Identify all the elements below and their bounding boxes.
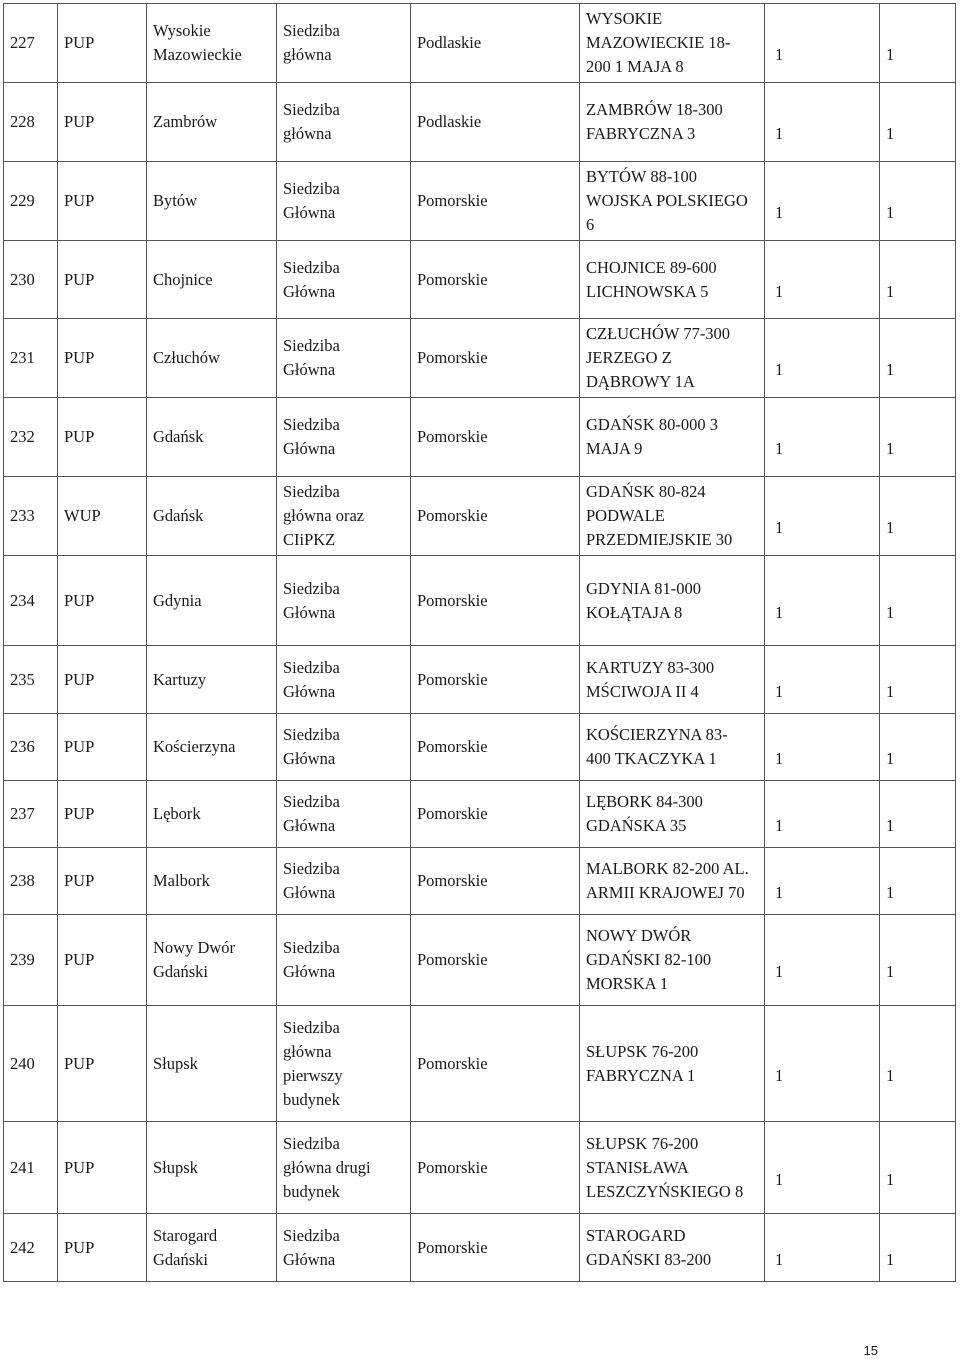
cell-count-a bbox=[765, 398, 880, 477]
cell-count-b-value: 1 bbox=[886, 281, 895, 301]
cell-count-b bbox=[880, 848, 956, 915]
cell-number: 236 bbox=[4, 714, 58, 781]
cell-number: 233 bbox=[4, 477, 58, 556]
cell-count-b bbox=[880, 319, 956, 398]
cell-count-b-value: 1 bbox=[886, 816, 895, 835]
table-row bbox=[4, 398, 956, 477]
table-row bbox=[4, 1214, 956, 1282]
cell-site: Siedziba Główna bbox=[277, 556, 411, 646]
cell-number: 231 bbox=[4, 319, 58, 398]
table-row bbox=[4, 714, 956, 781]
cell-number: 240 bbox=[4, 1006, 58, 1122]
cell-count-b-value: 1 bbox=[886, 203, 895, 222]
cell-count-b bbox=[880, 83, 956, 162]
cell-count-a bbox=[765, 781, 880, 848]
cell-office-type: PUP bbox=[58, 241, 147, 319]
cell-region: Podlaskie bbox=[411, 83, 580, 162]
cell-count-a bbox=[765, 646, 880, 714]
cell-region: Pomorskie bbox=[411, 714, 580, 781]
cell-address: GDYNIA 81-000 KOŁĄTAJA 8 bbox=[580, 556, 765, 646]
cell-count-b bbox=[880, 646, 956, 714]
cell-count-a bbox=[765, 162, 880, 241]
cell-address: MALBORK 82-200 AL. ARMII KRAJOWEJ 70 bbox=[580, 848, 765, 915]
cell-count-a-value: 1 bbox=[775, 962, 784, 981]
cell-address: SŁUPSK 76-200 STANISŁAWA LESZCZYŃSKIEGO 8 bbox=[580, 1122, 765, 1214]
cell-office-type: PUP bbox=[58, 162, 147, 241]
cell-count-b bbox=[880, 915, 956, 1006]
cell-count-b-value: 1 bbox=[886, 45, 895, 64]
cell-office-type: PUP bbox=[58, 4, 147, 83]
cell-count-b-value: 1 bbox=[886, 360, 895, 379]
cell-count-b-value: 1 bbox=[886, 962, 895, 981]
offices-table-body bbox=[4, 4, 956, 1282]
cell-count-b-value: 1 bbox=[886, 1169, 895, 1189]
cell-number: 235 bbox=[4, 646, 58, 714]
cell-site: Siedziba Główna bbox=[277, 781, 411, 848]
cell-count-b-value: 1 bbox=[886, 883, 895, 902]
cell-city: Bytów bbox=[147, 162, 277, 241]
cell-city: Gdynia bbox=[147, 556, 277, 646]
cell-count-b-value: 1 bbox=[886, 1065, 895, 1085]
cell-site: Siedziba Główna bbox=[277, 646, 411, 714]
cell-region: Pomorskie bbox=[411, 646, 580, 714]
cell-region: Pomorskie bbox=[411, 319, 580, 398]
cell-count-b bbox=[880, 781, 956, 848]
cell-site: Siedziba Główna bbox=[277, 241, 411, 319]
cell-count-a bbox=[765, 556, 880, 646]
cell-number: 227 bbox=[4, 4, 58, 83]
cell-count-a-value: 1 bbox=[775, 203, 784, 222]
table-row bbox=[4, 241, 956, 319]
cell-number: 229 bbox=[4, 162, 58, 241]
cell-count-a bbox=[765, 1006, 880, 1122]
cell-office-type: PUP bbox=[58, 1214, 147, 1282]
cell-number: 237 bbox=[4, 781, 58, 848]
cell-city: Kościerzyna bbox=[147, 714, 277, 781]
cell-number: 232 bbox=[4, 398, 58, 477]
cell-region: Pomorskie bbox=[411, 398, 580, 477]
cell-city: Słupsk bbox=[147, 1122, 277, 1214]
cell-count-a bbox=[765, 1214, 880, 1282]
cell-count-a-value: 1 bbox=[775, 816, 784, 835]
cell-site: Siedziba główna bbox=[277, 4, 411, 83]
cell-count-b bbox=[880, 398, 956, 477]
cell-address: KARTUZY 83-300 MŚCIWOJA II 4 bbox=[580, 646, 765, 714]
table-row bbox=[4, 1122, 956, 1214]
cell-count-b bbox=[880, 556, 956, 646]
cell-count-b-value: 1 bbox=[886, 518, 895, 537]
cell-count-a bbox=[765, 83, 880, 162]
cell-count-b bbox=[880, 241, 956, 319]
table-row bbox=[4, 915, 956, 1006]
cell-count-a-value: 1 bbox=[775, 883, 784, 902]
cell-city: Kartuzy bbox=[147, 646, 277, 714]
cell-region: Podlaskie bbox=[411, 4, 580, 83]
cell-city: Słupsk bbox=[147, 1006, 277, 1122]
cell-count-b-value: 1 bbox=[886, 1249, 895, 1269]
table-row bbox=[4, 4, 956, 83]
cell-city: Chojnice bbox=[147, 241, 277, 319]
cell-region: Pomorskie bbox=[411, 477, 580, 556]
cell-count-b bbox=[880, 1214, 956, 1282]
cell-number: 228 bbox=[4, 83, 58, 162]
cell-count-b bbox=[880, 162, 956, 241]
cell-count-b bbox=[880, 714, 956, 781]
table-row bbox=[4, 162, 956, 241]
cell-region: Pomorskie bbox=[411, 1214, 580, 1282]
cell-number: 239 bbox=[4, 915, 58, 1006]
cell-address: KOŚCIERZYNA 83- 400 TKACZYKA 1 bbox=[580, 714, 765, 781]
cell-city: Malbork bbox=[147, 848, 277, 915]
cell-region: Pomorskie bbox=[411, 556, 580, 646]
cell-count-a bbox=[765, 241, 880, 319]
cell-count-a bbox=[765, 915, 880, 1006]
cell-site: Siedziba Główna bbox=[277, 1214, 411, 1282]
cell-number: 241 bbox=[4, 1122, 58, 1214]
cell-site: Siedziba Główna bbox=[277, 162, 411, 241]
cell-office-type: PUP bbox=[58, 398, 147, 477]
page-number: 15 bbox=[863, 1343, 878, 1358]
cell-count-a bbox=[765, 714, 880, 781]
cell-count-a-value: 1 bbox=[775, 1065, 784, 1085]
cell-count-a-value: 1 bbox=[775, 518, 784, 537]
cell-count-b-value: 1 bbox=[886, 124, 895, 143]
cell-city: Wysokie Mazowieckie bbox=[147, 4, 277, 83]
cell-site: Siedziba Główna bbox=[277, 398, 411, 477]
cell-address: CHOJNICE 89-600 LICHNOWSKA 5 bbox=[580, 241, 765, 319]
cell-site: Siedziba Główna bbox=[277, 319, 411, 398]
cell-city: Zambrów bbox=[147, 83, 277, 162]
table-row bbox=[4, 646, 956, 714]
cell-count-b-value: 1 bbox=[886, 439, 895, 458]
cell-region: Pomorskie bbox=[411, 241, 580, 319]
cell-region: Pomorskie bbox=[411, 1006, 580, 1122]
table-row bbox=[4, 83, 956, 162]
cell-count-a bbox=[765, 1122, 880, 1214]
cell-site: Siedziba Główna bbox=[277, 915, 411, 1006]
table-row bbox=[4, 319, 956, 398]
cell-number: 230 bbox=[4, 241, 58, 319]
cell-office-type: PUP bbox=[58, 646, 147, 714]
cell-count-a-value: 1 bbox=[775, 1169, 784, 1189]
cell-office-type: PUP bbox=[58, 1006, 147, 1122]
cell-city: Starogard Gdański bbox=[147, 1214, 277, 1282]
cell-address: ZAMBRÓW 18-300 FABRYCZNA 3 bbox=[580, 83, 765, 162]
cell-address: GDAŃSK 80-000 3 MAJA 9 bbox=[580, 398, 765, 477]
cell-address: STAROGARD GDAŃSKI 83-200 bbox=[580, 1214, 765, 1282]
cell-address: SŁUPSK 76-200 FABRYCZNA 1 bbox=[580, 1006, 765, 1122]
offices-table bbox=[3, 3, 956, 1282]
cell-city: Nowy Dwór Gdański bbox=[147, 915, 277, 1006]
cell-office-type: PUP bbox=[58, 848, 147, 915]
cell-address: BYTÓW 88-100 WOJSKA POLSKIEGO 6 bbox=[580, 162, 765, 241]
cell-count-a-value: 1 bbox=[775, 360, 784, 379]
cell-region: Pomorskie bbox=[411, 848, 580, 915]
cell-city: Gdańsk bbox=[147, 477, 277, 556]
cell-number: 242 bbox=[4, 1214, 58, 1282]
cell-count-a bbox=[765, 848, 880, 915]
cell-address: WYSOKIE MAZOWIECKIE 18- 200 1 MAJA 8 bbox=[580, 4, 765, 83]
cell-address: GDAŃSK 80-824 PODWALE PRZEDMIEJSKIE 30 bbox=[580, 477, 765, 556]
cell-count-a-value: 1 bbox=[775, 281, 784, 301]
table-row bbox=[4, 556, 956, 646]
cell-office-type: PUP bbox=[58, 83, 147, 162]
cell-count-a bbox=[765, 477, 880, 556]
cell-address: NOWY DWÓR GDAŃSKI 82-100 MORSKA 1 bbox=[580, 915, 765, 1006]
cell-count-b-value: 1 bbox=[886, 749, 895, 768]
cell-count-a-value: 1 bbox=[775, 439, 784, 458]
cell-site: Siedziba główna bbox=[277, 83, 411, 162]
cell-count-b-value: 1 bbox=[886, 681, 895, 701]
table-row bbox=[4, 848, 956, 915]
cell-count-a-value: 1 bbox=[775, 681, 784, 701]
cell-site: Siedziba główna drugi budynek bbox=[277, 1122, 411, 1214]
cell-address: LĘBORK 84-300 GDAŃSKA 35 bbox=[580, 781, 765, 848]
table-row bbox=[4, 781, 956, 848]
cell-site: Siedziba główna oraz CIiPKZ bbox=[277, 477, 411, 556]
cell-count-a bbox=[765, 4, 880, 83]
cell-office-type: PUP bbox=[58, 714, 147, 781]
cell-city: Gdańsk bbox=[147, 398, 277, 477]
cell-region: Pomorskie bbox=[411, 915, 580, 1006]
cell-number: 234 bbox=[4, 556, 58, 646]
cell-office-type: PUP bbox=[58, 556, 147, 646]
cell-region: Pomorskie bbox=[411, 1122, 580, 1214]
cell-count-a-value: 1 bbox=[775, 1249, 784, 1269]
cell-count-a-value: 1 bbox=[775, 45, 784, 64]
cell-region: Pomorskie bbox=[411, 162, 580, 241]
cell-site: Siedziba Główna bbox=[277, 848, 411, 915]
cell-count-b-value: 1 bbox=[886, 602, 895, 622]
cell-count-b bbox=[880, 1006, 956, 1122]
cell-city: Człuchów bbox=[147, 319, 277, 398]
cell-city: Lębork bbox=[147, 781, 277, 848]
cell-office-type: PUP bbox=[58, 319, 147, 398]
cell-region: Pomorskie bbox=[411, 781, 580, 848]
cell-site: Siedziba Główna bbox=[277, 714, 411, 781]
cell-count-a-value: 1 bbox=[775, 602, 784, 622]
cell-office-type: PUP bbox=[58, 781, 147, 848]
cell-count-a bbox=[765, 319, 880, 398]
table-row bbox=[4, 477, 956, 556]
cell-count-a-value: 1 bbox=[775, 124, 784, 143]
cell-number: 238 bbox=[4, 848, 58, 915]
cell-office-type: PUP bbox=[58, 915, 147, 1006]
cell-count-b bbox=[880, 1122, 956, 1214]
cell-site: Siedziba główna pierwszy budynek bbox=[277, 1006, 411, 1122]
cell-address: CZŁUCHÓW 77-300 JERZEGO Z DĄBROWY 1A bbox=[580, 319, 765, 398]
cell-count-b bbox=[880, 4, 956, 83]
cell-office-type: WUP bbox=[58, 477, 147, 556]
cell-office-type: PUP bbox=[58, 1122, 147, 1214]
cell-count-a-value: 1 bbox=[775, 749, 784, 768]
cell-count-b bbox=[880, 477, 956, 556]
table-row bbox=[4, 1006, 956, 1122]
